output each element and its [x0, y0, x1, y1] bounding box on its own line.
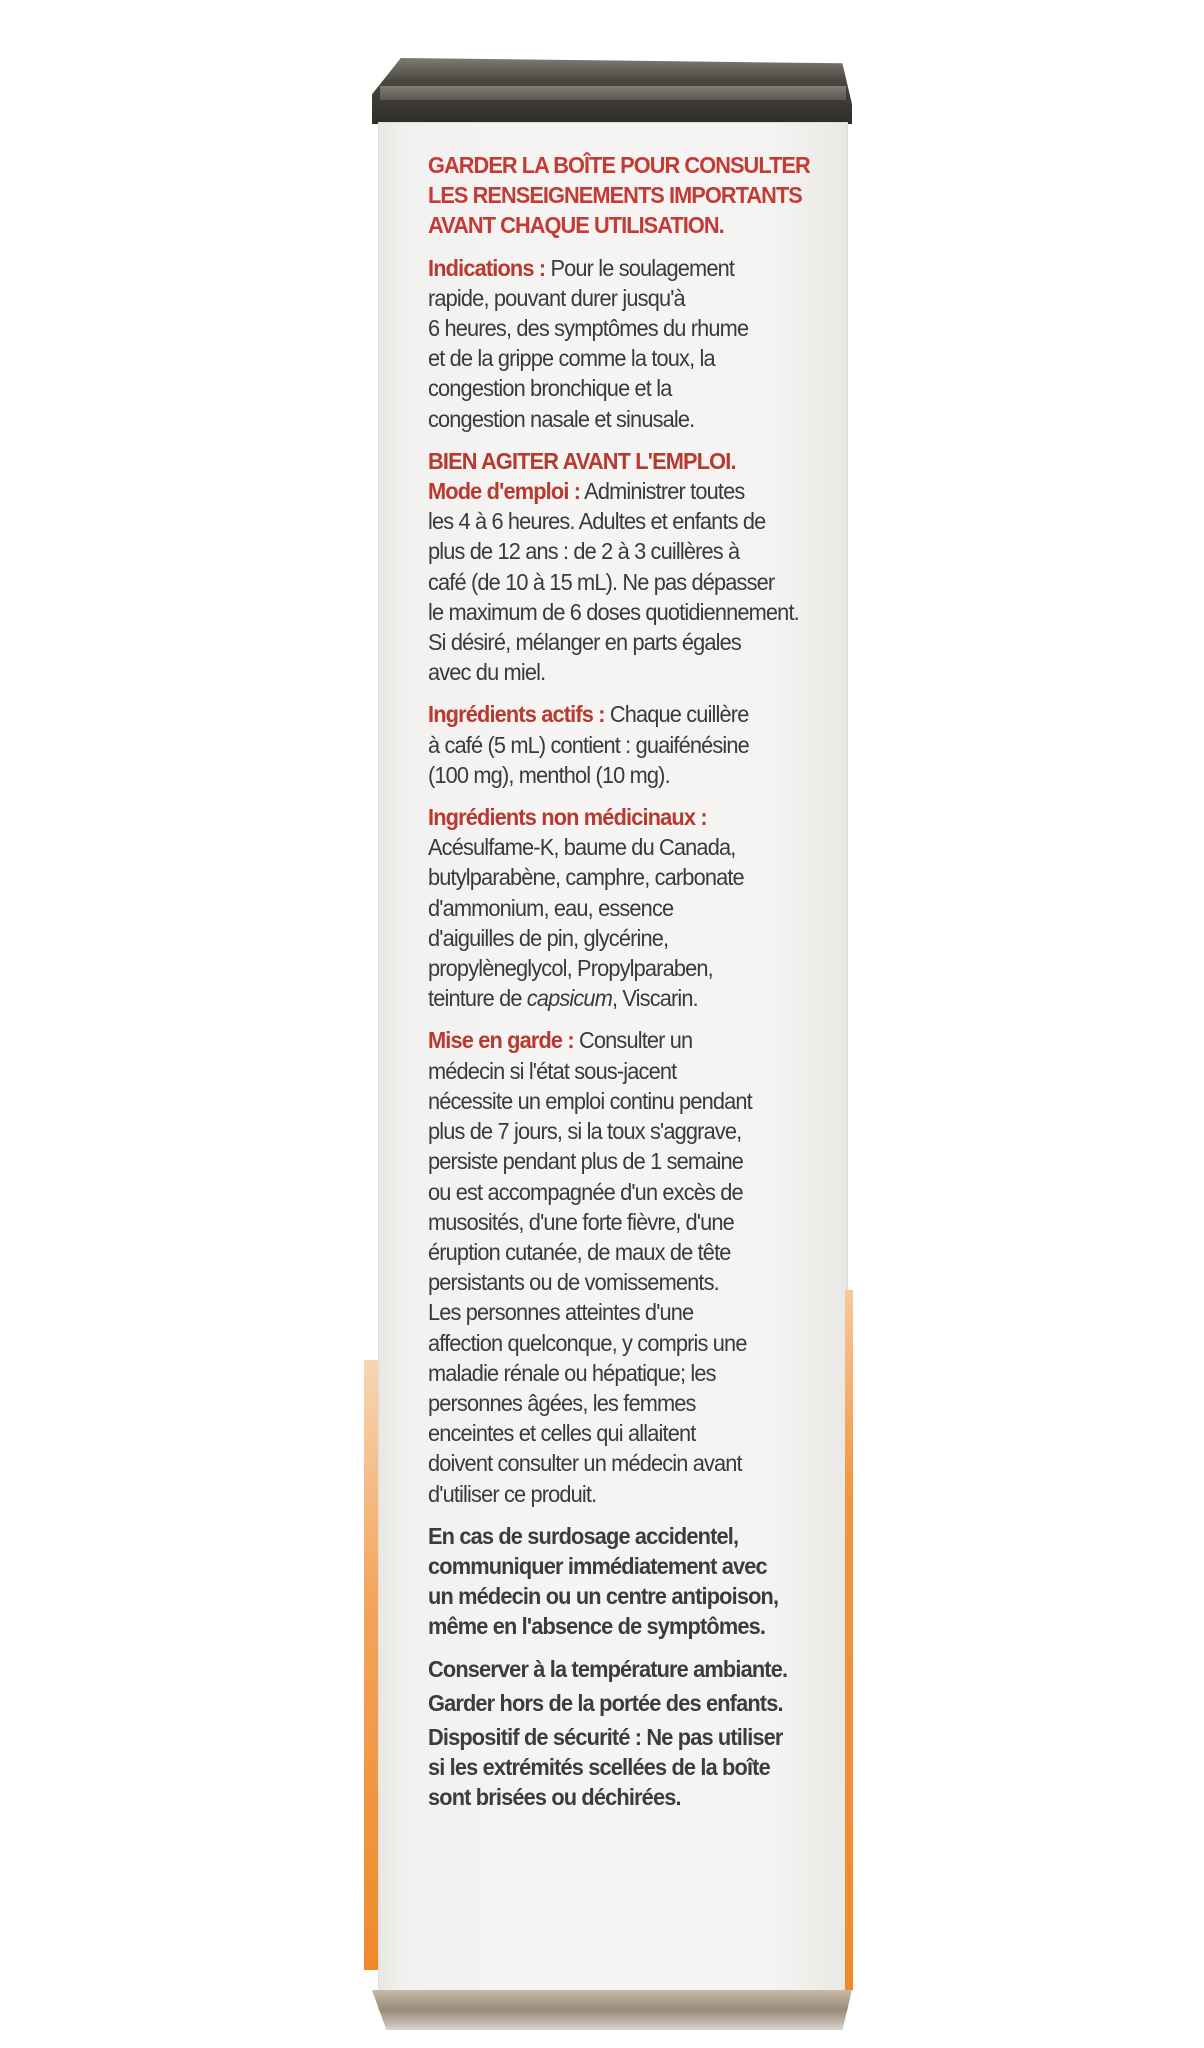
caution-line: maladie rénale ou hépatique; les — [428, 1359, 716, 1386]
caution-line: persistants ou de vomissements. — [428, 1269, 719, 1296]
non-medicinal-italic: capsicum — [526, 985, 612, 1012]
directions-line: avec du miel. — [428, 659, 546, 686]
overdose-line: communiquer immédiatement avec — [428, 1552, 767, 1579]
caution-line: médecin si l'état sous-jacent — [428, 1057, 677, 1084]
non-medicinal-line: d'aiguilles de pin, glycérine, — [428, 924, 669, 951]
directions-section — [428, 476, 837, 687]
directions-line: plus de 12 ans : de 2 à 3 cuillères à — [428, 538, 740, 565]
non-medicinal-label: Ingrédients non médicinaux : — [428, 804, 707, 831]
non-medicinal-section — [428, 802, 837, 1013]
non-medicinal-line: butylparabène, camphre, carbonate — [428, 864, 744, 891]
shake-section — [428, 446, 837, 476]
storage-line: Conserver à la température ambiante. — [428, 1655, 788, 1682]
security-line: sont brisées ou déchirées. — [428, 1784, 681, 1811]
indications-line: congestion bronchique et la — [428, 375, 672, 402]
caution-line: affection quelconque, y compris une — [428, 1329, 747, 1356]
caution-line: d'utiliser ce produit. — [428, 1480, 597, 1507]
active-first-line: Chaque cuillère — [604, 701, 749, 728]
caution-line: Les personnes atteintes d'une — [428, 1299, 694, 1326]
caution-line: plus de 7 jours, si la toux s'aggrave, — [428, 1118, 742, 1145]
active-line: à café (5 mL) contient : guaifénésine — [428, 731, 749, 758]
warning-line: AVANT CHAQUE UTILISATION. — [428, 212, 724, 239]
directions-line: café (de 10 à 15 mL). Ne pas dépasser — [428, 568, 775, 595]
warning-header — [428, 150, 837, 241]
box-orange-right-edge — [845, 1290, 853, 1990]
indications-line: congestion nasale et sinusale. — [428, 405, 695, 432]
overdose-line: En cas de surdosage accidentel, — [428, 1522, 739, 1549]
indications-label: Indications : — [428, 254, 546, 281]
warning-line: LES RENSEIGNEMENTS IMPORTANTS — [428, 182, 802, 209]
non-medicinal-last-prefix: teinture de — [428, 985, 527, 1012]
non-medicinal-line: Acésulfame-K, baume du Canada, — [428, 834, 736, 861]
directions-line: Si désiré, mélanger en parts égales — [428, 629, 741, 656]
children-section — [428, 1688, 837, 1718]
caution-line: doivent consulter un médecin avant — [428, 1450, 742, 1477]
indications-first-line: Pour le soulagement — [545, 254, 735, 281]
indications-line: rapide, pouvant durer jusqu'à — [428, 284, 685, 311]
indications-line: 6 heures, des symptômes du rhume — [428, 315, 749, 342]
label-text-area — [428, 150, 836, 1825]
non-medicinal-line: d'ammonium, eau, essence — [428, 894, 674, 921]
security-section — [428, 1722, 837, 1813]
active-label: Ingrédients actifs : — [428, 701, 605, 728]
shake-notice: BIEN AGITER AVANT L'EMPLOI. — [428, 447, 736, 474]
active-line: (100 mg), menthol (10 mg). — [428, 761, 670, 788]
indications-section — [428, 253, 837, 434]
security-line: si les extrémités scellées de la boîte — [428, 1754, 770, 1781]
caution-section — [428, 1025, 837, 1508]
indications-line: et de la grippe comme la toux, la — [428, 345, 715, 372]
directions-first-line: Administrer toutes — [580, 478, 745, 505]
overdose-line: un médecin ou un centre antipoison, — [428, 1583, 779, 1610]
non-medicinal-last-suffix: , Viscarin. — [611, 985, 698, 1012]
caution-line: enceintes et celles qui allaitent — [428, 1420, 696, 1447]
caution-line: musosités, d'une forte fièvre, d'une — [428, 1208, 734, 1235]
children-line: Garder hors de la portée des enfants. — [428, 1689, 783, 1716]
directions-label: Mode d'emploi : — [428, 478, 581, 505]
caution-line: nécessite un emploi continu pendant — [428, 1087, 752, 1114]
box-bottom-edge — [372, 1990, 852, 2030]
caution-label: Mise en garde : — [428, 1027, 574, 1054]
directions-line: le maximum de 6 doses quotidiennement. — [428, 598, 799, 625]
non-medicinal-line: propylèneglycol, Propylparaben, — [428, 955, 713, 982]
overdose-section — [428, 1521, 837, 1642]
caution-line: personnes âgées, les femmes — [428, 1389, 696, 1416]
overdose-line: même en l'absence de symptômes. — [428, 1613, 766, 1640]
storage-section — [428, 1654, 837, 1684]
box-lid-highlight — [380, 86, 846, 100]
caution-line: éruption cutanée, de maux de tête — [428, 1238, 731, 1265]
caution-line: persiste pendant plus de 1 semaine — [428, 1148, 743, 1175]
directions-line: les 4 à 6 heures. Adultes et enfants de — [428, 508, 766, 535]
caution-line: ou est accompagnée d'un excès de — [428, 1178, 743, 1205]
security-line: Dispositif de sécurité : Ne pas utiliser — [428, 1723, 783, 1750]
warning-line: GARDER LA BOÎTE POUR CONSULTER — [428, 152, 810, 178]
active-ingredients-section — [428, 699, 837, 790]
caution-first-line: Consulter un — [573, 1027, 693, 1054]
